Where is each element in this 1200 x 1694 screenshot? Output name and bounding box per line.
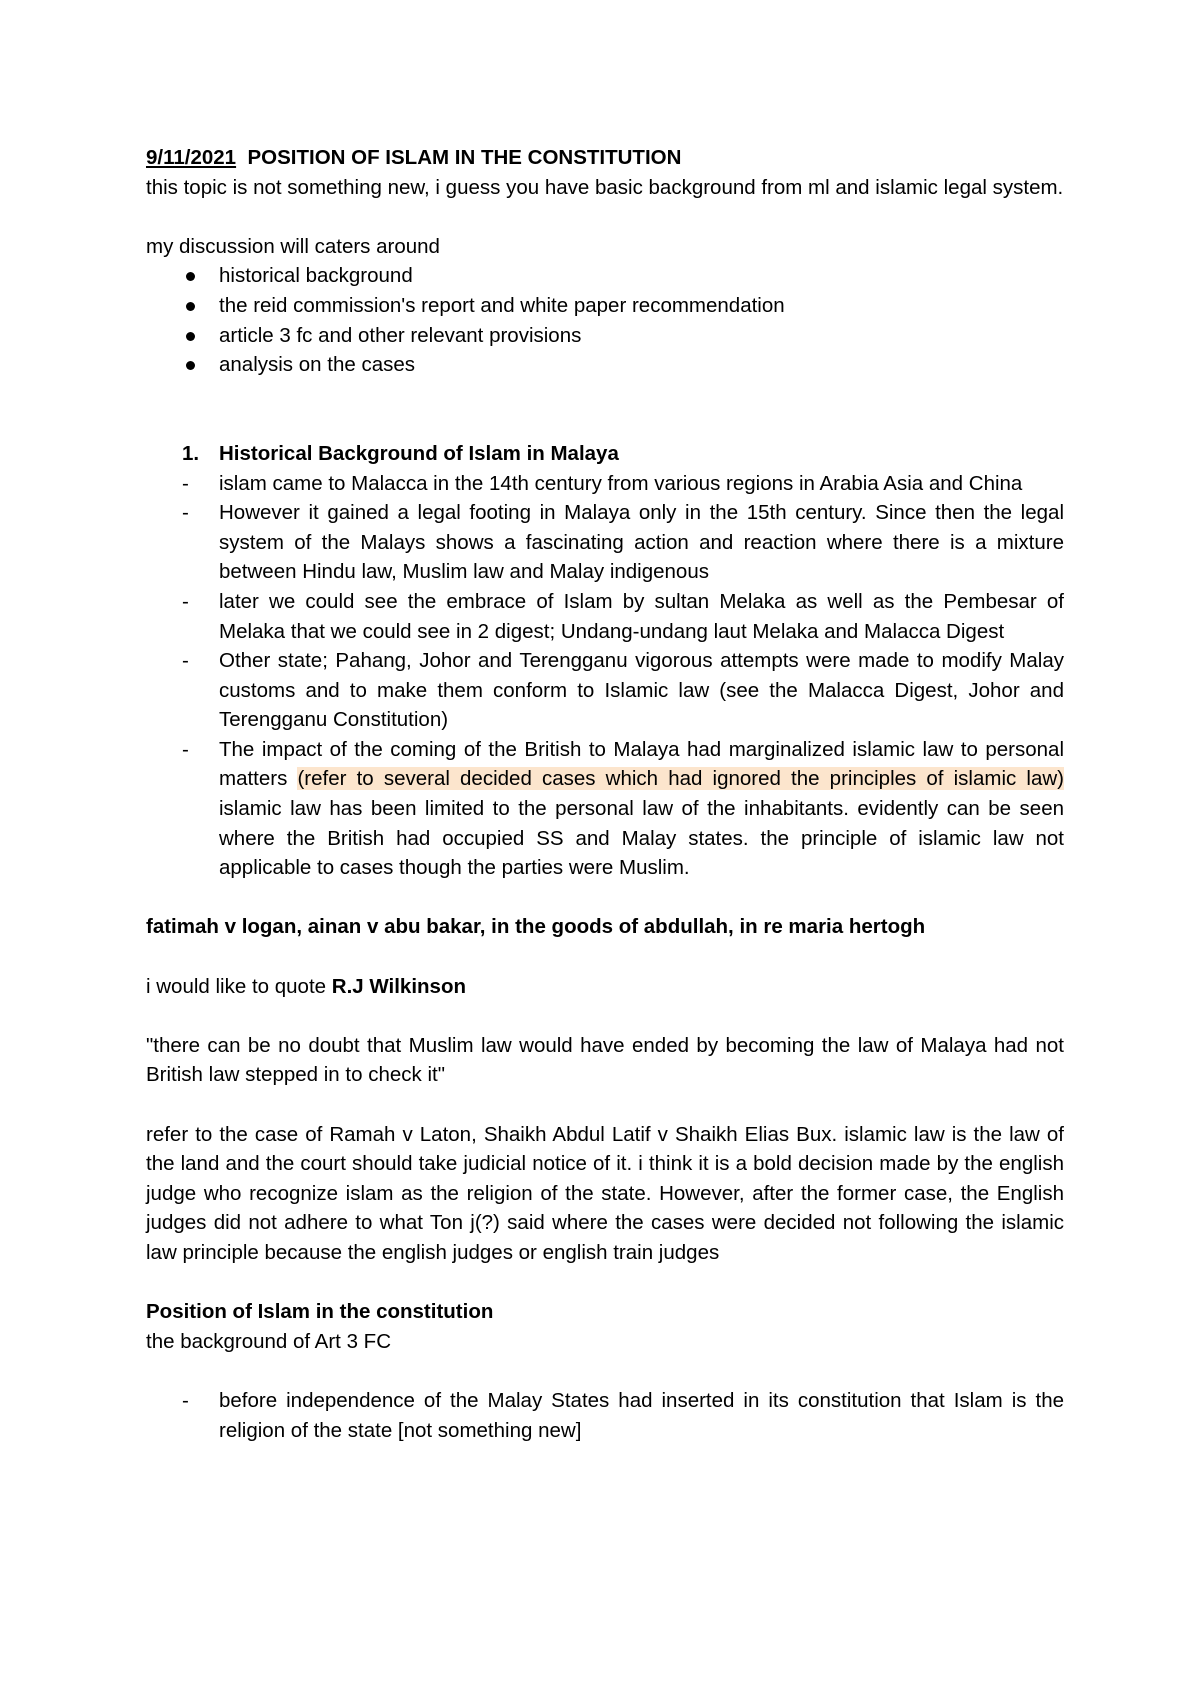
position-dash-list [146,1386,1064,1445]
title-line [146,143,1064,173]
dash-item: - later we could see the embrace of Islam by sultan Melaka as well as the Pembesar of Melaka that we could see in 2 digest; Undang-undang laut Melaka and Malacca Digest [146,587,1064,646]
quoted-author: R.J Wilkinson [331,974,466,998]
dash-icon: - [182,1388,189,1412]
note-title: POSITION OF ISLAM IN THE CONSTITUTION [247,146,682,169]
dash-icon: - [182,649,189,673]
ramah-paragraph: refer to the case of Ramah v Laton, Shaikh Abdul Latif v Shaikh Elias Bux. islamic law is the law of the land and the court should take judicial notice of it. i think it is a bold decision made by the english judge who recognize islam as the religion of the state. However, after the former case, the English judges did not adhere to what Ton j(?) said where the cases were decided not following the islamic law principle because the english judges or english train judges [146,1122,1064,1264]
discussion-lead: my discussion will caters around [146,234,440,258]
dash-item: - islam came to Malacca in the 14th century from various regions in Arabia Asia and China [146,469,1064,499]
cases-line: fatimah v logan, ainan v abu bakar, in the goods of abdullah, in re maria hertogh [146,915,926,939]
section-title: Historical Background of Islam in Malaya [219,441,619,465]
section-heading-historical [146,439,1064,469]
section-number: 1. [182,441,200,465]
bullet-icon [186,272,195,281]
bullet-icon [186,332,195,341]
bullet-icon [186,361,195,370]
bullet-item: analysis on the cases [146,350,1064,380]
bullet-item: the reid commission's report and white paper recommendation [146,291,1064,321]
dash-icon: - [182,589,189,613]
dash-item: - The impact of the coming of the British to Malaya had marginalized islamic law to personal matters (refer to several decided cases which had ignored the principles of islamic law) islamic law has been limited to the personal law of the inhabitants. evidently can be seen where the British had occupied SS and Malay states. the principle of islamic law not applicable to cases though the parties were Muslim. [146,735,1064,883]
document-page [146,143,1064,1445]
dash-item: - before independence of the Malay States had inserted in its constitution that Islam is the religion of the state [not something new] [146,1386,1064,1445]
dash-icon: - [182,501,189,525]
highlighted-text: (refer to several decided cases which had ignored the principles of islamic law) [297,767,1064,791]
intro-paragraph: this topic is not something new, i guess you have basic background from ml and islamic legal system. [146,175,1064,199]
dash-icon: - [182,471,189,495]
wilkinson-quote: "there can be no doubt that Muslim law would have ended by becoming the law of Malaya had not British law stepped in to check it" [146,1033,1064,1087]
discussion-bullet-list [146,261,1064,379]
historical-dash-list [146,469,1064,883]
dash-item: - However it gained a legal footing in Malaya only in the 15th century. Since then the legal system of the Malays shows a fascinating action and reaction where there is a mixture between Hindu law, Muslim law and Malay indigenous [146,498,1064,587]
position-subheading: the background of Art 3 FC [146,1329,391,1353]
bullet-item: article 3 fc and other relevant provisions [146,321,1064,351]
note-date: 9/11/2021 [146,146,237,169]
position-heading: Position of Islam in the constitution [146,1300,494,1324]
dash-icon: - [182,737,189,761]
bullet-item: historical background [146,261,1064,291]
quote-intro: i would like to quote R.J Wilkinson [146,974,466,998]
dash-item: - Other state; Pahang, Johor and Terengganu vigorous attempts were made to modify Malay customs and to make them conform to Islamic law (see the Malacca Digest, Johor and Terengganu Constitution) [146,646,1064,735]
bullet-icon [186,302,195,311]
